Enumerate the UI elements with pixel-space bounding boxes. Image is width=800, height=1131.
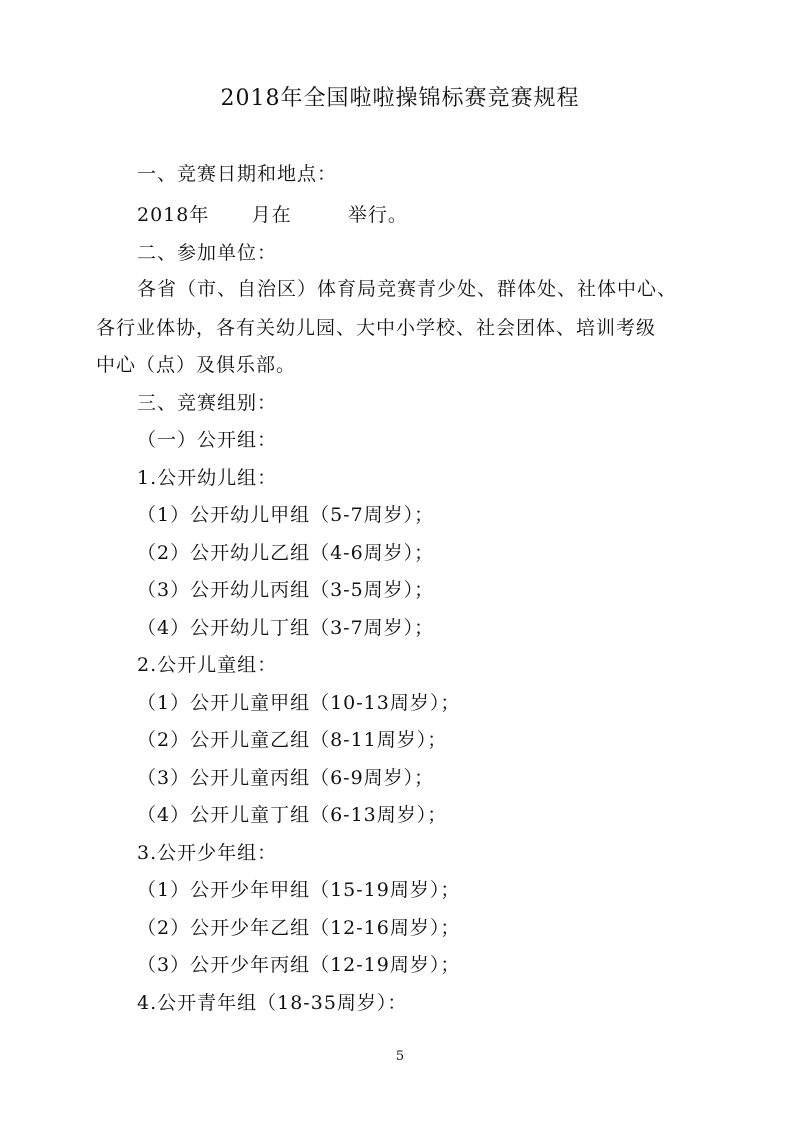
section-heading-participants: 二、参加单位： [137,242,278,264]
list-item: （3）公开儿童丙组（6-9周岁）； [137,767,435,789]
list-item: （2）公开幼儿乙组（4-6周岁）； [137,542,435,564]
list-heading-open-junior: 3.公开少年组： [137,842,278,864]
list-item: （2）公开少年乙组（12-16周岁）； [137,917,461,939]
list-item: （1）公开儿童甲组（10-13周岁）； [137,692,461,714]
participants-text-line-3: 中心（点）及俱乐部。 [96,354,297,376]
date-venue-text: 2018年 月在 举行。 [137,204,408,226]
section-heading-groups: 三、竞赛组别： [137,392,278,414]
list-item: （1）公开少年甲组（15-19周岁）； [137,879,461,901]
list-heading-open-toddler: 1.公开幼儿组： [137,467,278,489]
list-heading-open-youth: 4.公开青年组（18-35周岁）： [137,992,408,1014]
section-heading-date-venue: 一、竞赛日期和地点： [137,163,338,185]
document-title: 2018年全国啦啦操锦标赛竞赛规程 [220,86,580,111]
participants-text-line-2: 各行业体协，各有关幼儿园、大中小学校、社会团体、培训考级 [96,317,657,339]
list-item: （4）公开幼儿丁组（3-7周岁）； [137,617,435,639]
list-item: （3）公开少年丙组（12-19周岁）； [137,954,461,976]
subsection-open-group: （一）公开组： [137,429,278,451]
list-heading-open-children: 2.公开儿童组： [137,654,278,676]
list-item: （1）公开幼儿甲组（5-7周岁）； [137,504,435,526]
list-item: （2）公开儿童乙组（8-11周岁）； [137,729,448,751]
list-item: （3）公开幼儿丙组（3-5周岁）； [137,579,435,601]
page-number: 5 [395,1049,405,1064]
list-item: （4）公开儿童丁组（6-13周岁）； [137,804,448,826]
participants-text-line-1: 各省（市、自治区）体育局竞赛青少处、群体处、社体中心、 [137,278,678,300]
